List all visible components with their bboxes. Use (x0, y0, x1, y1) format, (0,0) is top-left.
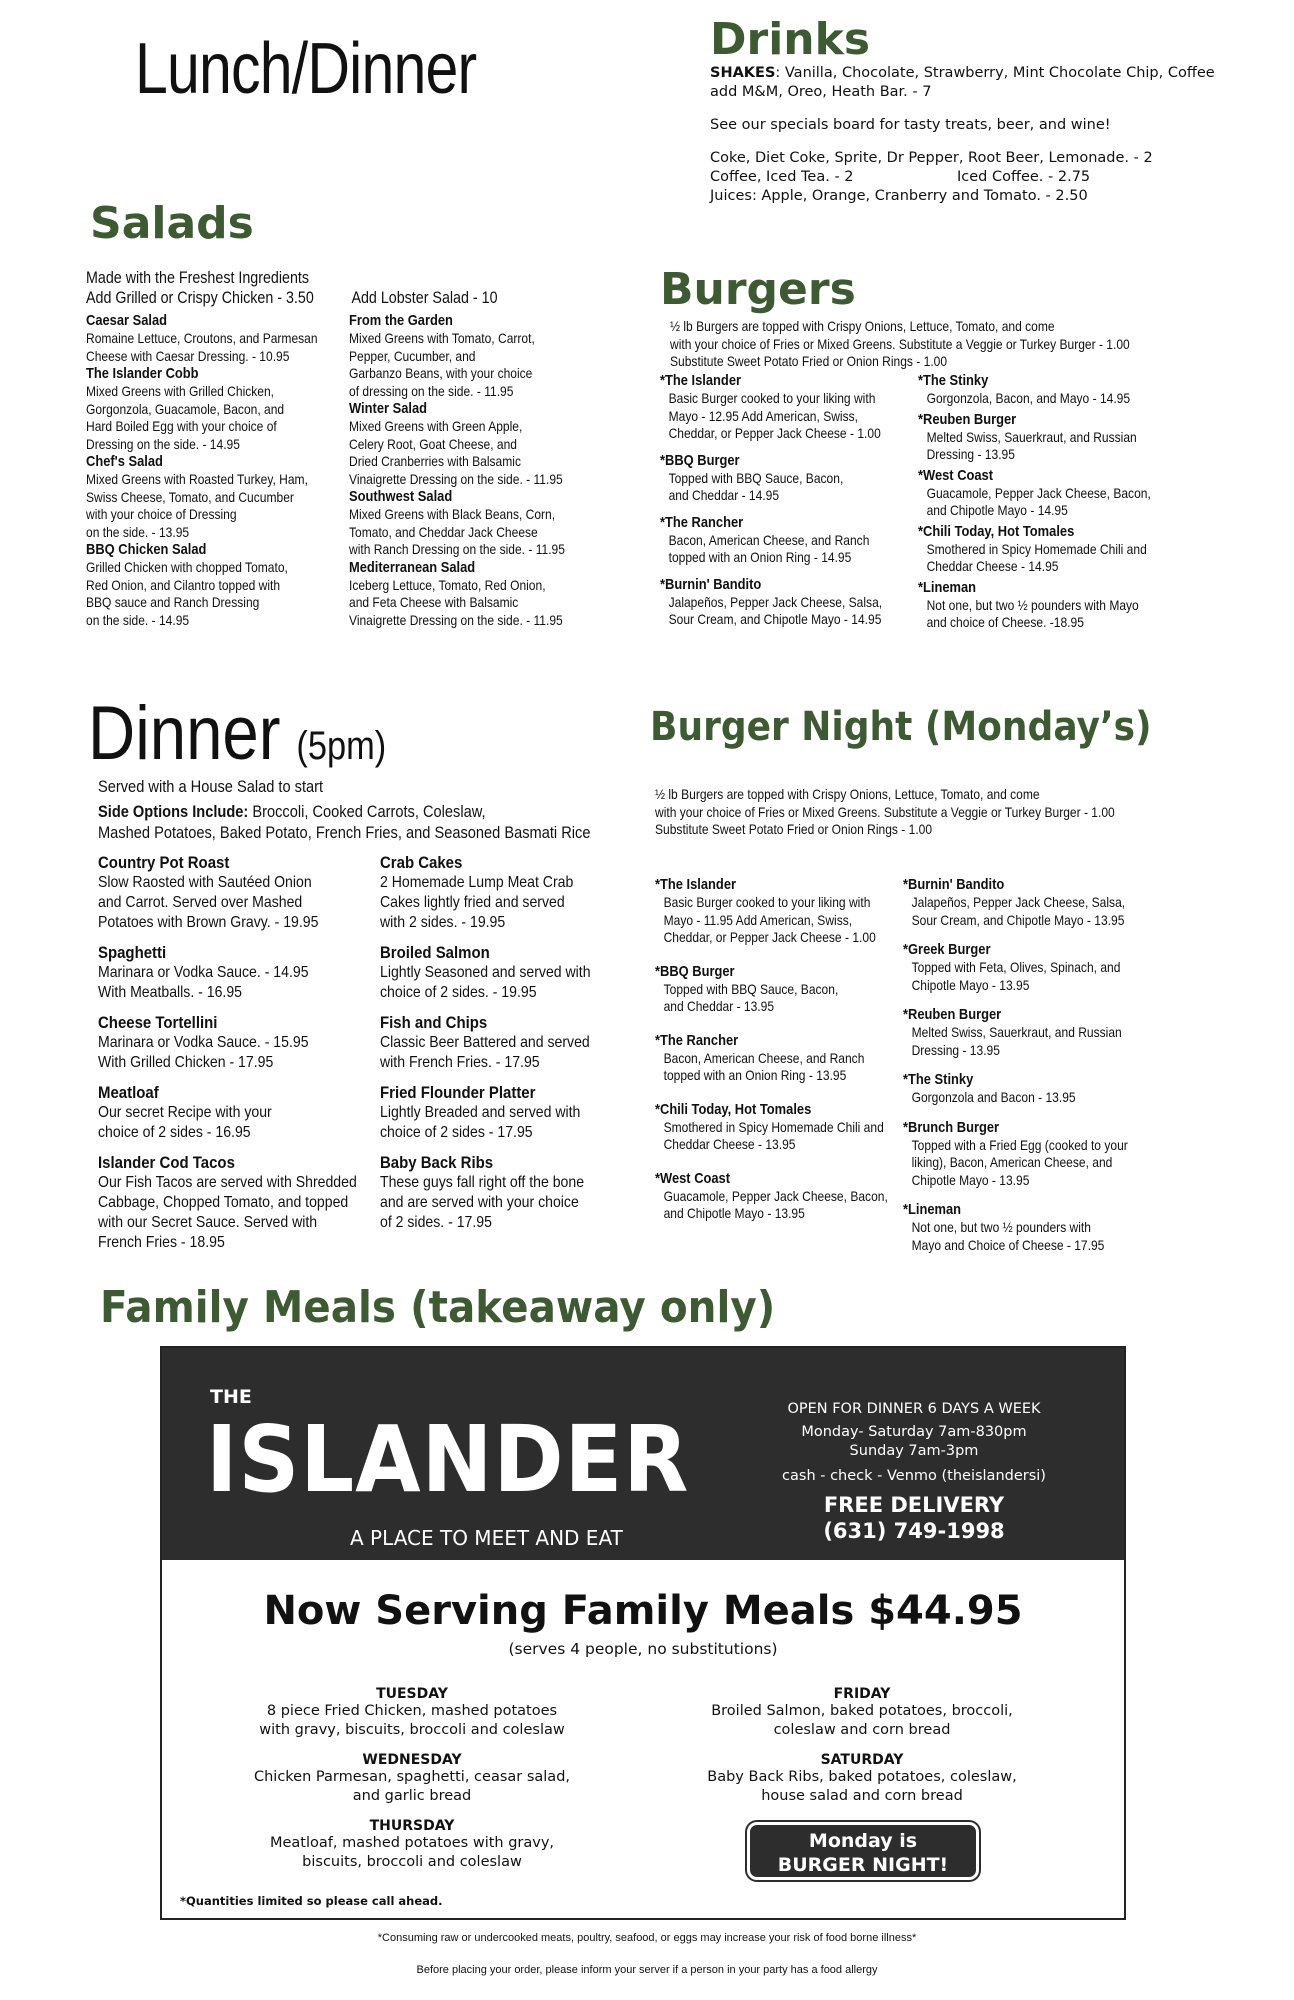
menu-item (903, 1119, 1161, 1190)
menu-item-description: of 2 sides. - 17.95 (380, 1214, 492, 1231)
menu-item-name: *Reuben Burger (918, 410, 1017, 428)
family-day-description: 8 piece Fried Chicken, mashed potatoes (266, 1703, 558, 1719)
menu-item-description: Cabbage, Chopped Tomato, and topped (98, 1194, 349, 1211)
family-day-description: and garlic bread (352, 1788, 472, 1804)
family-day (652, 1686, 1072, 1740)
menu-item-description: Potatoes with Brown Gravy. - 19.95 (98, 914, 319, 931)
family-day-description: coleslaw and corn bread (773, 1722, 951, 1738)
menu-item (903, 1071, 1161, 1107)
menu-item-description: choice of 2 sides - 17.95 (380, 1124, 533, 1141)
family-days-left (212, 1686, 612, 1884)
menu-item-description: and Carrot. Served over Mashed (98, 894, 303, 911)
menu-item-description: Mayo - 12.95 Add American, Swiss, (668, 407, 858, 424)
menu-item-description: BBQ sauce and Ranch Dressing (86, 594, 260, 610)
menu-item-description: liking), Bacon, American Cheese, and (911, 1154, 1113, 1170)
menu-item-description: Gorgonzola and Bacon - 13.95 (911, 1089, 1076, 1105)
menu-item (349, 400, 607, 488)
menu-item-description: Tomato, and Cheddar Jack Cheese (349, 523, 538, 540)
salads-add-chicken: Add Grilled or Crispy Chicken - 3.50 (86, 288, 314, 307)
burgers-left-column (660, 372, 918, 629)
lunch-dinner-title: Lunch/Dinner (135, 29, 477, 109)
salads-add-lobster: Add Lobster Salad - 10 (351, 288, 498, 307)
drinks-title: Drinks (710, 14, 871, 65)
menu-item-description: Vinaigrette Dressing on the side. - 11.95 (349, 611, 563, 628)
menu-item-description: and Cheddar - 14.95 (668, 487, 780, 503)
menu-item-description: Sour Cream, and Chipotle Mayo - 14.95 (668, 611, 882, 627)
menu-item-description: Swiss Cheese, Tomato, and Cucumber (86, 488, 294, 505)
menu-item-description: With Grilled Chicken - 17.95 (98, 1054, 274, 1071)
menu-item (918, 467, 1176, 520)
family-days-right (652, 1686, 1072, 1818)
menu-item-description: Cheddar, or Pepper Jack Cheese - 1.00 (668, 425, 881, 441)
menu-item (380, 942, 662, 1003)
intro-line: ½ lb Burgers are topped with Crispy Onions, Lettuce, Tomato, and come (655, 786, 1040, 802)
hours-block (756, 1400, 1072, 1544)
family-day (212, 1818, 612, 1872)
drinks-section (710, 64, 1280, 206)
salads-intro-fresh: Made with the Freshest Ingredients (86, 268, 310, 287)
brand-the: THE (210, 1386, 252, 1408)
menu-item-description: Chipotle Mayo - 13.95 (911, 976, 1030, 993)
iced-coffee-line: Iced Coffee. - 2.75 (957, 169, 1091, 185)
family-day-description: Chicken Parmesan, spaghetti, ceasar salad, (253, 1769, 571, 1785)
shakes-flavors: : Vanilla, Chocolate, Strawberry, Mint Chocolate Chip, Coffee (775, 65, 1215, 81)
family-day-description: biscuits, broccoli and coleslaw (302, 1854, 522, 1870)
menu-item (349, 312, 607, 400)
hours-sunday: Sunday 7am-3pm (849, 1443, 979, 1459)
quantities-note: *Quantities limited so please call ahead. (180, 1894, 443, 1908)
menu-item (660, 576, 918, 629)
dinner-sides (98, 801, 700, 822)
menu-item (918, 411, 1176, 464)
menu-item-description: Cheddar, or Pepper Jack Cheese - 1.00 (663, 929, 876, 945)
menu-item (918, 372, 1176, 408)
menu-item-description: Romaine Lettuce, Croutons, and Parmesan (86, 330, 318, 346)
menu-item-description: Grilled Chicken with chopped Tomato, (86, 559, 288, 575)
menu-item-description: topped with an Onion Ring - 13.95 (663, 1067, 847, 1083)
menu-item-description: Slow Raosted with Sautéed Onion (98, 874, 312, 891)
menu-item-description: and Chipotle Mayo - 13.95 (663, 1205, 805, 1221)
menu-item-name: *The Islander (660, 372, 742, 389)
menu-item-description: Melted Swiss, Sauerkraut, and Russian (911, 1024, 1122, 1040)
menu-item (903, 1006, 1161, 1059)
menu-item-description: Lightly Breaded and served with (380, 1104, 581, 1121)
burgers-intro (670, 318, 1152, 371)
family-meals-title: Family Meals (takeaway only) (100, 1282, 776, 1333)
menu-item-description: Mixed Greens with Roasted Turkey, Ham, (86, 471, 308, 487)
menu-item-description: Smothered in Spicy Homemade Chili and (926, 540, 1147, 557)
menu-item-description: on the side. - 13.95 (86, 523, 190, 540)
menu-item-name: *Burnin' Bandito (660, 575, 762, 593)
menu-item-description: Topped with a Fried Egg (cooked to your (911, 1136, 1128, 1153)
menu-item-name: Cheese Tortellini (98, 1013, 218, 1032)
menu-item-name: Spaghetti (98, 943, 167, 962)
shakes-label: SHAKES (710, 65, 776, 81)
menu-item-description: Cakes lightly fried and served (380, 894, 565, 911)
dinner-sides-text: Broccoli, Cooked Carrots, Coleslaw, (248, 802, 486, 821)
menu-item (903, 1201, 1161, 1254)
family-day-description: Baby Back Ribs, baked potatoes, coleslaw, (707, 1769, 1017, 1785)
menu-item-name: From the Garden (349, 312, 453, 329)
menu-item-name: *West Coast (918, 466, 994, 484)
menu-item-name: *Lineman (903, 1201, 962, 1218)
family-day-name: SATURDAY (820, 1752, 904, 1768)
food-safety-note: *Consuming raw or undercooked meats, poultry, seafood, or eggs may increase your risk of food borne illness* (377, 1932, 917, 1944)
menu-item-name: Baby Back Ribs (380, 1153, 494, 1172)
dinner-sides-text-2: Mashed Potatoes, Baked Potato, French Fries, and Seasoned Basmati Rice (98, 823, 591, 842)
shakes-add: add M&M, Oreo, Heath Bar. - 7 (710, 84, 932, 100)
menu-item-name: *Chili Today, Hot Tomales (655, 1100, 812, 1118)
family-day-description: with gravy, biscuits, broccoli and coleslaw (259, 1722, 565, 1738)
menu-item (380, 1082, 662, 1143)
brand-tagline: A PLACE TO MEET AND EAT (350, 1526, 623, 1550)
burger-night-left-column (655, 876, 913, 1223)
family-day-description: Meatloaf, mashed potatoes with gravy, (269, 1835, 555, 1851)
menu-item (86, 541, 344, 629)
family-day-name: TUESDAY (376, 1686, 448, 1702)
menu-item-description: topped with an Onion Ring - 14.95 (668, 549, 852, 565)
menu-item-description: and Chipotle Mayo - 14.95 (926, 502, 1068, 518)
badge-line-1: Monday is (808, 1830, 918, 1852)
menu-item-description: and are served with your choice (380, 1194, 579, 1211)
menu-item-name: Broiled Salmon (380, 943, 490, 962)
shakes-line (710, 64, 1280, 83)
menu-item (660, 514, 918, 567)
salads-intro-addons (86, 288, 556, 308)
menu-item-description: Not one, but two ½ pounders with (911, 1219, 1091, 1235)
salads-intro (86, 268, 556, 308)
menu-item-description: Marinara or Vodka Sauce. - 15.95 (98, 1034, 309, 1051)
menu-item-name: Southwest Salad (349, 488, 453, 505)
menu-item-description: Classic Beer Battered and served (380, 1034, 590, 1051)
menu-item-name: BBQ Chicken Salad (86, 541, 207, 558)
menu-item-name: The Islander Cobb (86, 365, 199, 382)
menu-item-name: *West Coast (655, 1169, 731, 1187)
menu-item (98, 852, 380, 933)
menu-item-name: Country Pot Roast (98, 853, 230, 872)
menu-item (349, 559, 607, 630)
menu-item-description: Celery Root, Goat Cheese, and (349, 435, 517, 452)
salads-right-column (349, 312, 607, 629)
menu-item-description: Our Fish Tacos are served with Shredded (98, 1174, 357, 1191)
menu-item (98, 1082, 380, 1143)
menu-item-name: *The Islander (655, 876, 737, 893)
menu-item (86, 453, 344, 541)
dinner-left-column (98, 852, 380, 1253)
menu-item-description: Basic Burger cooked to your liking with (663, 894, 871, 910)
juices-line: Juices: Apple, Orange, Cranberry and Tomato. - 2.50 (710, 188, 1088, 204)
monday-burger-night-badge (747, 1822, 979, 1880)
menu-item-description: Basic Burger cooked to your liking with (668, 390, 876, 406)
menu-item-description: Iceberg Lettuce, Tomato, Red Onion, (349, 576, 546, 593)
menu-item-description: Our secret Recipe with your (98, 1104, 272, 1121)
specials-note: See our specials board for tasty treats, beer, and wine! (710, 117, 1111, 133)
menu-item-name: *BBQ Burger (660, 451, 740, 469)
menu-item (98, 1012, 380, 1073)
phone-number: (631) 749-1998 (823, 1519, 1005, 1543)
menu-item-name: *Chili Today, Hot Tomales (918, 522, 1075, 540)
menu-item (660, 372, 918, 443)
menu-item-description: Mayo - 11.95 Add American, Swiss, (663, 911, 853, 928)
menu-item (660, 452, 918, 505)
menu-item-description: Mixed Greens with Grilled Chicken, (86, 383, 275, 399)
menu-item-name: *The Rancher (660, 513, 744, 531)
menu-item-description: Marinara or Vodka Sauce. - 14.95 (98, 964, 309, 981)
menu-item (655, 1032, 913, 1085)
menu-item-description: Garbanzo Beans, with your choice (349, 365, 533, 381)
family-headline: Now Serving Family Meals $44.95 (263, 1588, 1023, 1634)
intro-line: Substitute Sweet Potato Fried or Onion Rings - 1.00 (670, 353, 948, 369)
menu-item-description: Guacamole, Pepper Jack Cheese, Bacon, (926, 484, 1151, 501)
menu-item-description: Bacon, American Cheese, and Ranch (668, 531, 870, 548)
menu-item-description: Sour Cream, and Chipotle Mayo - 13.95 (911, 911, 1125, 928)
menu-item (349, 488, 607, 559)
menu-item-description: Topped with BBQ Sauce, Bacon, (668, 469, 844, 486)
menu-item-name: *The Rancher (655, 1031, 739, 1049)
menu-item-description: Dressing - 13.95 (926, 446, 1015, 462)
menu-item-description: Mayo and Choice of Cheese - 17.95 (911, 1236, 1105, 1253)
menu-item-name: *Lineman (918, 578, 977, 596)
intro-line: with your choice of Fries or Mixed Greens. Substitute a Veggie or Turkey Burger - 1.00 (670, 335, 1130, 352)
menu-item (918, 579, 1176, 632)
menu-item-name: Meatloaf (98, 1083, 159, 1102)
menu-item-description: Smothered in Spicy Homemade Chili and (663, 1118, 884, 1135)
payment-methods: cash - check - Venmo (theislandersi) (782, 1468, 1046, 1484)
burgers-right-column (918, 372, 1176, 632)
sodas-line: Coke, Diet Coke, Sprite, Dr Pepper, Root Beer, Lemonade. - 2 (710, 150, 1153, 166)
menu-item-description: Cheddar Cheese - 13.95 (663, 1136, 796, 1152)
menu-item-description: and choice of Cheese. -18.95 (926, 614, 1084, 630)
menu-item-description: Bacon, American Cheese, and Ranch (663, 1049, 865, 1066)
menu-item-description: French Fries - 18.95 (98, 1234, 225, 1251)
menu-item-name: Crab Cakes (380, 853, 463, 872)
menu-item-description: Mixed Greens with Black Beans, Corn, (349, 506, 556, 522)
menu-item-name: *Brunch Burger (903, 1118, 1000, 1136)
menu-item (655, 1101, 913, 1154)
menu-item-description: Chipotle Mayo - 13.95 (911, 1171, 1030, 1188)
menu-item-name: Winter Salad (349, 400, 428, 417)
coffee-row (710, 168, 1280, 187)
intro-line: ½ lb Burgers are topped with Crispy Onions, Lettuce, Tomato, and come (670, 318, 1055, 334)
menu-item-description: Topped with BBQ Sauce, Bacon, (663, 980, 839, 997)
flyer-banner (162, 1348, 1124, 1560)
menu-item-name: *The Stinky (903, 1071, 974, 1088)
burger-night-title: Burger Night (Monday’s) (650, 704, 1152, 750)
family-day-name: THURSDAY (369, 1818, 455, 1834)
menu-item (98, 942, 380, 1003)
menu-item-description: These guys fall right off the bone (380, 1174, 585, 1191)
menu-item-description: and Cheddar - 13.95 (663, 998, 775, 1014)
menu-item-name: *Reuben Burger (903, 1006, 1002, 1023)
salads-title: Salads (90, 198, 254, 249)
menu-item-name: *Greek Burger (903, 941, 991, 958)
menu-item-description: on the side. - 14.95 (86, 611, 190, 628)
menu-item-description: Vinaigrette Dressing on the side. - 11.95 (349, 470, 563, 487)
menu-item-description: Guacamole, Pepper Jack Cheese, Bacon, (663, 1187, 888, 1204)
menu-item (86, 312, 344, 365)
dinner-time: (5pm) (296, 724, 387, 768)
family-day-description: Broiled Salmon, baked potatoes, broccoli, (711, 1703, 1013, 1719)
menu-item-description: and Feta Cheese with Balsamic (349, 594, 519, 610)
family-day (652, 1752, 1072, 1806)
family-serves: (serves 4 people, no substitutions) (508, 1640, 778, 1658)
burger-night-right-column (903, 876, 1161, 1254)
menu-item-description: Cheddar Cheese - 14.95 (926, 558, 1059, 574)
family-day (212, 1752, 612, 1806)
brand-logo: ISLANDER (206, 1406, 690, 1513)
burger-night-intro (655, 786, 1137, 839)
menu-item-description: choice of 2 sides. - 19.95 (380, 984, 537, 1001)
menu-item-description: Cheese with Caesar Dressing. - 10.95 (86, 347, 290, 364)
menu-item (903, 941, 1161, 994)
dinner-intro (98, 776, 700, 843)
menu-item-description: Not one, but two ½ pounders with Mayo (926, 596, 1139, 613)
menu-item-name: *Burnin' Bandito (903, 876, 1005, 893)
menu-item-name: Mediterranean Salad (349, 558, 476, 576)
menu-item-name: Fish and Chips (380, 1013, 488, 1032)
menu-item (380, 1152, 662, 1233)
family-day-name: FRIDAY (833, 1686, 891, 1702)
menu-item-description: choice of 2 sides - 16.95 (98, 1124, 251, 1141)
family-flyer (160, 1346, 1126, 1920)
menu-item-description: Mixed Greens with Green Apple, (349, 418, 523, 434)
family-day-name: WEDNESDAY (362, 1752, 462, 1768)
menu-item-description: with French Fries. - 17.95 (380, 1054, 540, 1071)
intro-line: with your choice of Fries or Mixed Greens. Substitute a Veggie or Turkey Burger - 1.00 (655, 803, 1115, 820)
menu-item-description: with Ranch Dressing on the side. - 11.95 (349, 541, 565, 557)
dinner-served: Served with a House Salad to start (98, 777, 324, 796)
menu-item-name: *BBQ Burger (655, 962, 735, 980)
menu-item (918, 523, 1176, 576)
hours-weekdays: Monday- Saturday 7am-830pm (801, 1424, 1027, 1440)
menu-item-description: Dressing - 13.95 (911, 1041, 1000, 1058)
menu-item (380, 852, 662, 933)
burgers-title: Burgers (660, 264, 856, 315)
menu-item-description: Red Onion, and Cilantro topped with (86, 576, 281, 593)
free-delivery: FREE DELIVERY (823, 1493, 1005, 1517)
menu-item-description: Pepper, Cucumber, and (349, 347, 476, 364)
menu-item-description: With Meatballs. - 16.95 (98, 984, 242, 1001)
intro-line: Substitute Sweet Potato Fried or Onion Rings - 1.00 (655, 821, 933, 837)
dinner-title-row (88, 690, 386, 777)
menu-item-description: with 2 sides. - 19.95 (380, 914, 506, 931)
allergy-note: Before placing your order, please inform your server if a person in your party has a food allergy (416, 1964, 878, 1976)
menu-item-name: Caesar Salad (86, 312, 168, 329)
menu-item-description: Hard Boiled Egg with your choice of (86, 418, 277, 434)
family-day-description: house salad and corn bread (761, 1788, 963, 1804)
menu-item-description: Melted Swiss, Sauerkraut, and Russian (926, 428, 1137, 445)
menu-item-description: with your choice of Dressing (86, 506, 237, 522)
coffee-line: Coffee, Iced Tea. - 2 (710, 169, 854, 185)
menu-item (655, 963, 913, 1016)
menu-item (655, 876, 913, 947)
menu-item (903, 876, 1161, 929)
menu-item-name: Islander Cod Tacos (98, 1153, 235, 1172)
menu-item-name: Fried Flounder Platter (380, 1083, 536, 1102)
family-day (212, 1686, 612, 1740)
menu-item-description: Lightly Seasoned and served with (380, 964, 591, 981)
menu-item (98, 1152, 380, 1253)
salads-left-column (86, 312, 344, 629)
menu-item (86, 365, 344, 453)
open-note: OPEN FOR DINNER 6 DAYS A WEEK (787, 1401, 1041, 1417)
menu-item-description: Jalapeños, Pepper Jack Cheese, Salsa, (668, 593, 883, 610)
menu-item-description: Dressing on the side. - 14.95 (86, 435, 240, 452)
menu-item-description: of dressing on the side. - 11.95 (349, 382, 514, 399)
menu-item-description: Topped with Feta, Olives, Spinach, and (911, 959, 1121, 975)
menu-item-description: 2 Homemade Lump Meat Crab (380, 874, 574, 891)
dinner-title: Dinner (88, 691, 281, 776)
menu-item-description: Dried Cranberries with Balsamic (349, 453, 521, 469)
menu-item-name: Chef's Salad (86, 453, 163, 470)
dinner-sides-label: Side Options Include: (98, 802, 249, 821)
badge-line-2: BURGER NIGHT! (777, 1854, 949, 1876)
menu-item (655, 1170, 913, 1223)
menu-item-description: Gorgonzola, Bacon, and Mayo - 14.95 (926, 390, 1131, 406)
menu-item-description: Gorgonzola, Guacamole, Bacon, and (86, 400, 285, 417)
menu-item (380, 1012, 662, 1073)
menu-item-description: Jalapeños, Pepper Jack Cheese, Salsa, (911, 894, 1126, 910)
menu-item-name: *The Stinky (918, 372, 989, 389)
menu-item-description: Mixed Greens with Tomato, Carrot, (349, 330, 535, 346)
menu-item-description: with our Secret Sauce. Served with (98, 1214, 318, 1231)
dinner-right-column (380, 852, 662, 1233)
